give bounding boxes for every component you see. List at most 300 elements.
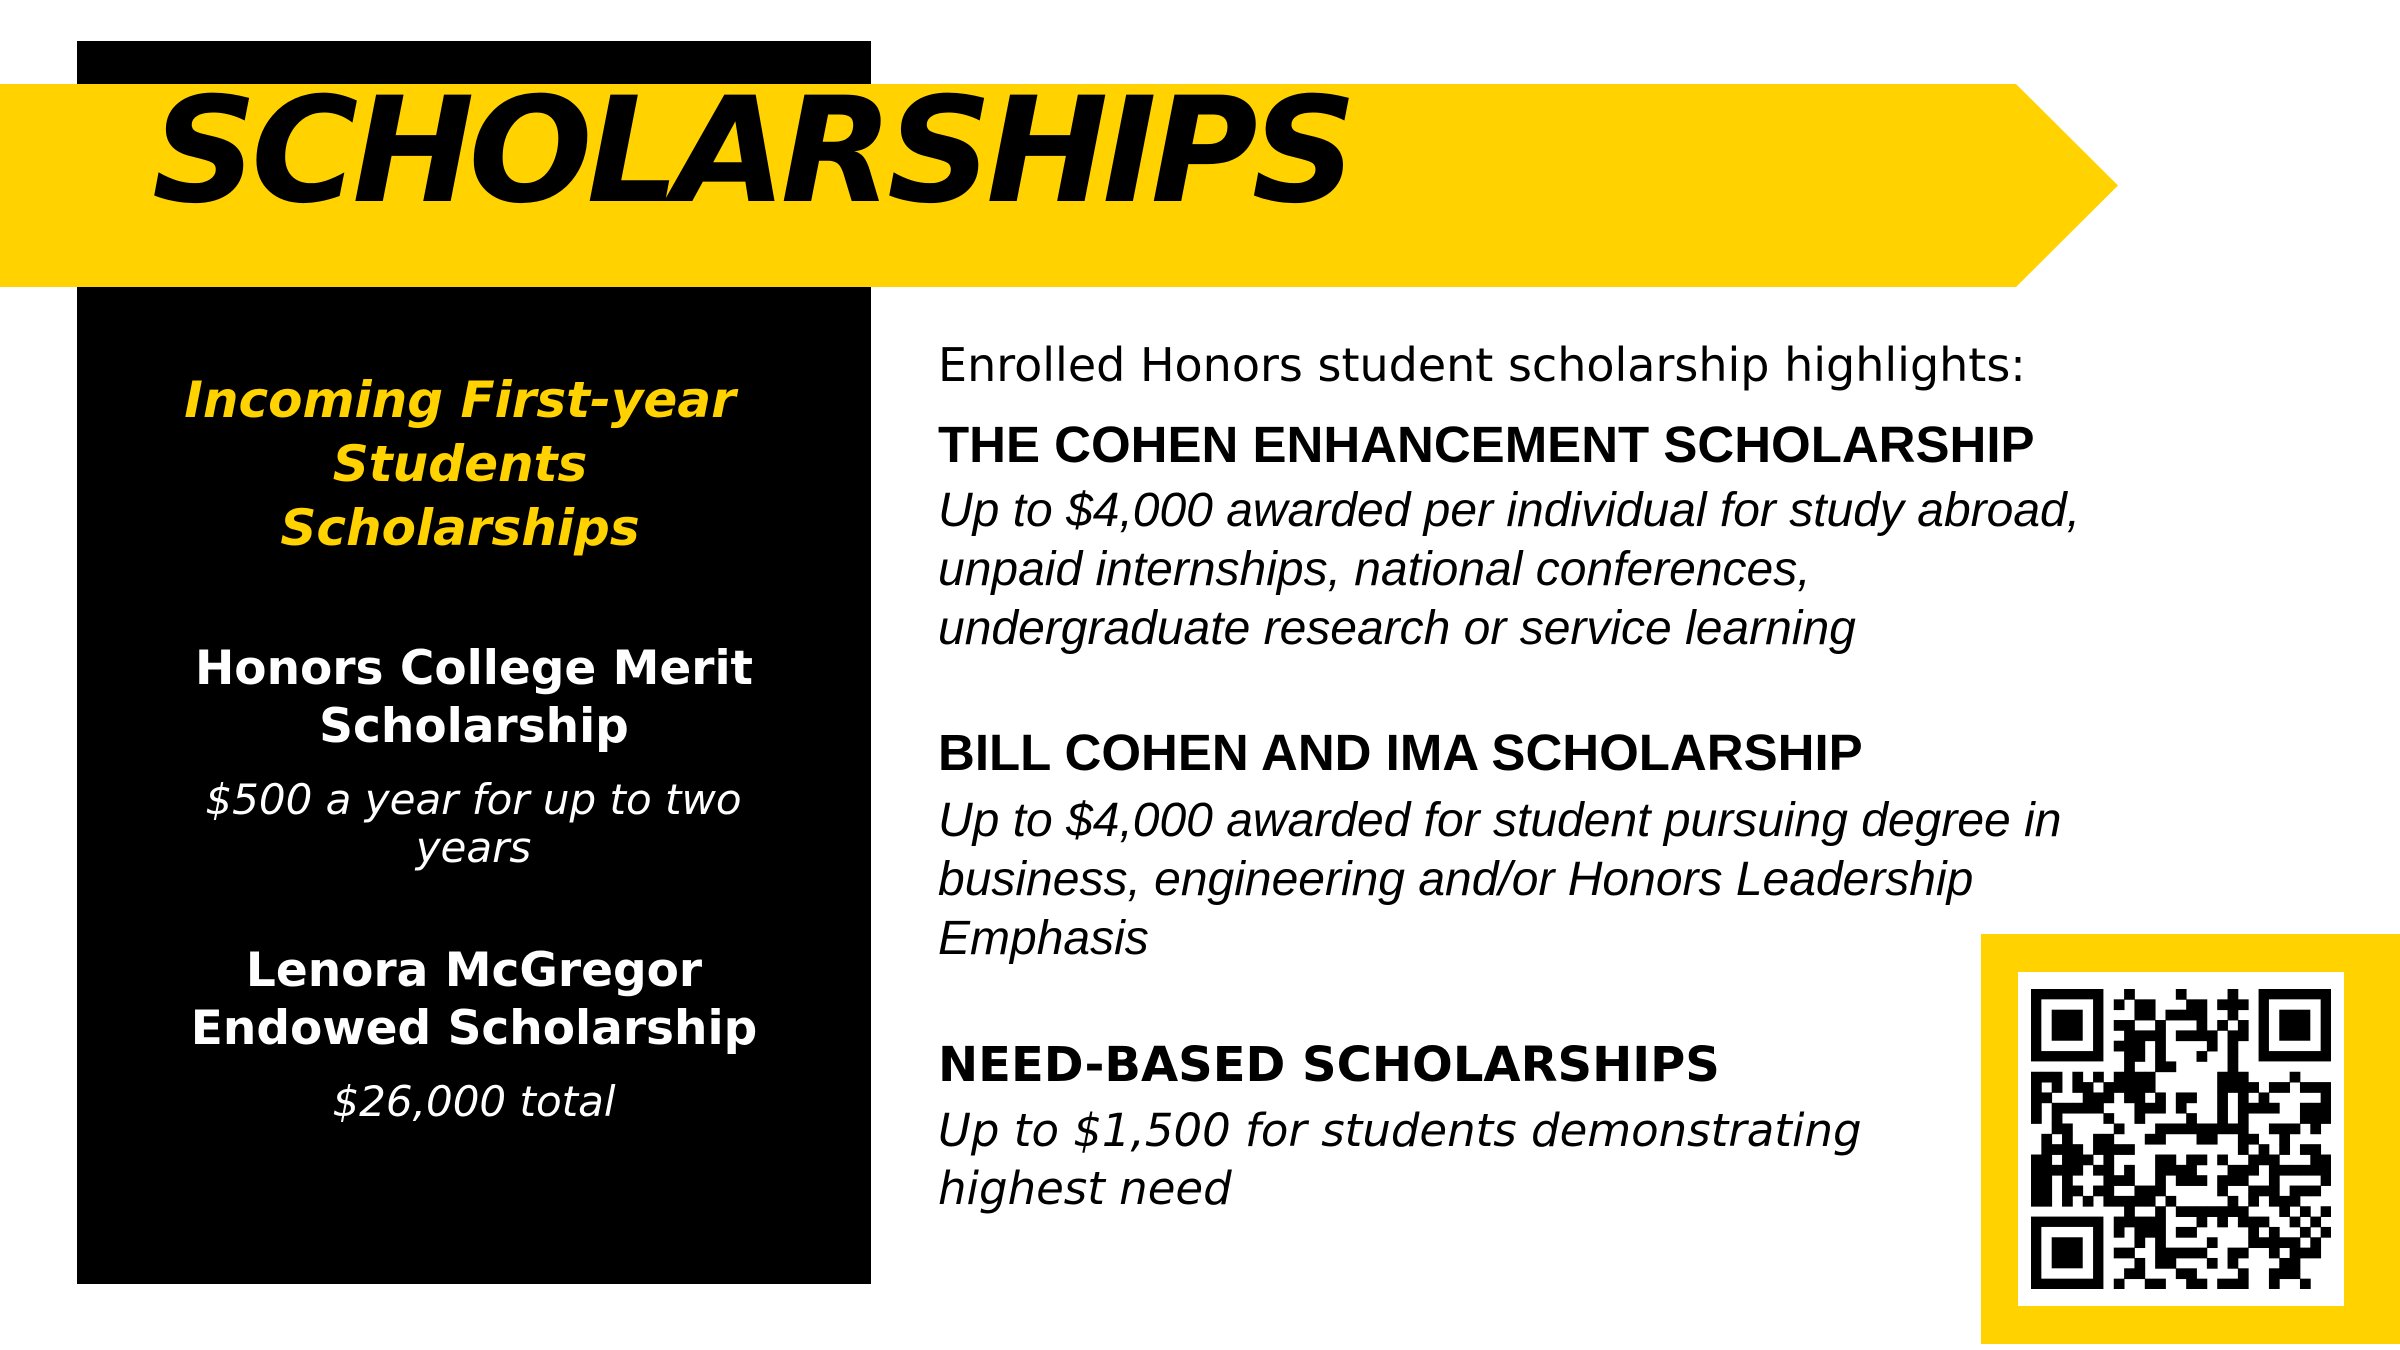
qr-module (2124, 1268, 2135, 1279)
lenora-scholarship-amount: $26,000 total (332, 1077, 616, 1126)
qr-module (2031, 1113, 2042, 1124)
qr-module (2321, 1175, 2331, 1186)
qr-finder-center (2052, 1010, 2083, 1041)
qr-module (2217, 1092, 2228, 1103)
qr-module (2290, 1165, 2301, 1176)
qr-module (2269, 1175, 2280, 1186)
qr-module (2103, 1134, 2114, 1145)
qr-module (2031, 1155, 2042, 1166)
qr-module (2052, 1113, 2063, 1124)
qr-module (2134, 1258, 2145, 1269)
qr-module (2310, 1082, 2321, 1093)
merit-scholarship-title (77, 640, 871, 756)
qr-module (2290, 1268, 2301, 1279)
qr-module (2145, 999, 2156, 1010)
qr-module (2155, 1134, 2166, 1145)
qr-module (2217, 1123, 2228, 1134)
merit-scholarship-amount (160, 776, 787, 872)
qr-module (2197, 1175, 2208, 1186)
qr-module (2165, 1196, 2176, 1207)
qr-module (2165, 1010, 2176, 1021)
qr-module (2238, 1206, 2249, 1217)
qr-module (2031, 1196, 2042, 1207)
qr-module (2238, 999, 2249, 1010)
qr-module (2052, 1144, 2063, 1155)
qr-module (2031, 1186, 2042, 1197)
qr-module (2155, 1206, 2166, 1217)
qr-module (2124, 1217, 2135, 1228)
qr-module (2310, 1155, 2321, 1166)
qr-module (2145, 1072, 2156, 1083)
qr-module (2269, 1237, 2280, 1248)
qr-module (2186, 1123, 2197, 1134)
qr-module (2310, 1123, 2321, 1134)
qr-module (2041, 1092, 2052, 1103)
qr-module (2145, 1030, 2156, 1041)
qr-module (2062, 1196, 2073, 1207)
qr-module (2217, 1020, 2228, 1031)
qr-module (2290, 1196, 2301, 1207)
qr-module (2103, 1196, 2114, 1207)
qr-module (2072, 1186, 2083, 1197)
qr-module (2300, 1248, 2311, 1259)
qr-module (2052, 1072, 2063, 1083)
qr-module (2165, 1165, 2176, 1176)
qr-module (2228, 1175, 2239, 1186)
qr-module (2114, 999, 2125, 1010)
qr-module (2321, 1092, 2331, 1103)
qr-module (2279, 1165, 2290, 1176)
need-based-description (938, 1102, 1862, 1218)
qr-module (2176, 1248, 2187, 1259)
qr-module (2269, 1186, 2280, 1197)
qr-module (2134, 1237, 2145, 1248)
qr-module (2103, 1175, 2114, 1186)
qr-module (2165, 1155, 2176, 1166)
qr-module (2155, 1175, 2166, 1186)
qr-module (2186, 1165, 2197, 1176)
qr-module (2145, 1227, 2156, 1238)
qr-module (2248, 1082, 2259, 1093)
qr-module (2072, 1165, 2083, 1176)
cohen-enhancement-title: THE COHEN ENHANCEMENT SCHOLARSHIP (938, 416, 2035, 473)
qr-module (2041, 1165, 2052, 1176)
lenora-scholarship-title (77, 942, 871, 1058)
qr-module (2155, 1155, 2166, 1166)
qr-module (2093, 1103, 2104, 1114)
bill-cohen-ima-description (938, 791, 2061, 968)
qr-module (2238, 1175, 2249, 1186)
qr-module (2124, 989, 2135, 1000)
qr-module (2228, 1061, 2239, 1072)
qr-module (2186, 1268, 2197, 1279)
qr-module (2279, 1196, 2290, 1207)
qr-module (2186, 1227, 2197, 1238)
qr-module (2217, 1103, 2228, 1114)
qr-code-frame (1981, 934, 2400, 1344)
qr-module (2062, 1123, 2073, 1134)
need-based-title: NEED-BASED SCHOLARSHIPS (938, 1037, 1720, 1093)
description-line: undergraduate research or service learning (938, 602, 1856, 655)
qr-module (2321, 1155, 2331, 1166)
qr-module (2269, 1155, 2280, 1166)
qr-module (2279, 1134, 2290, 1145)
qr-module (2052, 1103, 2063, 1114)
qr-module (2083, 1196, 2094, 1207)
qr-module (2310, 1144, 2321, 1155)
qr-module (2300, 1113, 2311, 1124)
qr-module (2279, 1258, 2290, 1269)
qr-module (2238, 1092, 2249, 1103)
qr-module (2238, 1248, 2249, 1259)
qr-module (2238, 1103, 2249, 1114)
qr-module (2228, 1072, 2239, 1083)
qr-module (2248, 1155, 2259, 1166)
qr-module (2248, 1103, 2259, 1114)
qr-module (2207, 1134, 2218, 1145)
qr-module (2134, 1186, 2145, 1197)
qr-module (2217, 1279, 2228, 1289)
qr-module (2155, 1227, 2166, 1238)
qr-module (2155, 1103, 2166, 1114)
qr-module (2155, 1279, 2166, 1289)
qr-finder-center (2052, 1237, 2083, 1268)
qr-module (2310, 1217, 2321, 1228)
qr-module (2197, 1206, 2208, 1217)
qr-module (2269, 1227, 2280, 1238)
qr-module (2207, 1258, 2218, 1269)
qr-module (2228, 1206, 2239, 1217)
qr-module (2279, 1082, 2290, 1093)
qr-module (2238, 1134, 2249, 1145)
qr-module (2300, 1103, 2311, 1114)
qr-module (2207, 1206, 2218, 1217)
qr-module (2052, 1123, 2063, 1134)
qr-module (2145, 1134, 2156, 1145)
qr-module (2041, 1144, 2052, 1155)
qr-module (2269, 1248, 2280, 1259)
qr-module (2186, 999, 2197, 1010)
qr-module (2217, 1113, 2228, 1124)
qr-module (2134, 1268, 2145, 1279)
qr-module (2300, 1186, 2311, 1197)
qr-module (2176, 1123, 2187, 1134)
qr-module (2031, 1175, 2042, 1186)
qr-module (2217, 1072, 2228, 1083)
qr-module (2248, 1227, 2259, 1238)
qr-module (2197, 1123, 2208, 1134)
qr-module (2290, 1186, 2301, 1197)
qr-module (2248, 1237, 2259, 1248)
qr-module (2228, 1082, 2239, 1093)
qr-module (2134, 1051, 2145, 1062)
qr-module (2269, 1123, 2280, 1134)
qr-module (2176, 1206, 2187, 1217)
qr-module (2186, 1279, 2197, 1289)
bill-cohen-ima-title: BILL COHEN AND IMA SCHOLARSHIP (938, 724, 1863, 781)
intro-text: Enrolled Honors student scholarship highlights: (938, 338, 2026, 392)
qr-module (2300, 1165, 2311, 1176)
cohen-enhancement-description (938, 481, 2080, 658)
qr-module (2228, 1041, 2239, 1052)
qr-module (2300, 1279, 2311, 1289)
qr-module (2155, 1123, 2166, 1134)
qr-module (2197, 1030, 2208, 1041)
qr-module (2238, 1268, 2249, 1279)
qr-module (2103, 1144, 2114, 1155)
qr-module (2197, 1155, 2208, 1166)
qr-module (2238, 1217, 2249, 1228)
qr-module (2134, 1113, 2145, 1124)
qr-module (2041, 1175, 2052, 1186)
qr-module (2145, 1279, 2156, 1289)
qr-module (2124, 1196, 2135, 1207)
qr-module (2279, 1237, 2290, 1248)
merit-amount-line: years (415, 823, 532, 872)
qr-module (2062, 1134, 2073, 1145)
qr-module (2134, 1041, 2145, 1052)
qr-module (2134, 1196, 2145, 1207)
qr-module (2134, 1072, 2145, 1083)
qr-module (2165, 1248, 2176, 1259)
qr-module (2083, 1103, 2094, 1114)
qr-module (2290, 1123, 2301, 1134)
qr-module (2114, 1248, 2125, 1259)
qr-module (2269, 1196, 2280, 1207)
qr-module (2103, 1165, 2114, 1176)
qr-module (2197, 1217, 2208, 1228)
qr-module (2279, 1206, 2290, 1217)
qr-module (2103, 1113, 2114, 1124)
qr-module (2103, 1186, 2114, 1197)
qr-module (2259, 1144, 2270, 1155)
qr-module (2134, 1082, 2145, 1093)
qr-module (2321, 1103, 2331, 1114)
qr-module (2290, 1258, 2301, 1269)
qr-module (2083, 1092, 2094, 1103)
qr-module (2155, 1237, 2166, 1248)
lenora-title-line: Lenora McGregor (245, 943, 703, 998)
qr-module (2228, 999, 2239, 1010)
qr-module (2310, 1113, 2321, 1124)
description-line: Up to $4,000 awarded per individual for study abroad, (938, 484, 2081, 537)
qr-module (2217, 1186, 2228, 1197)
qr-module (2197, 1051, 2208, 1062)
qr-module (2124, 1030, 2135, 1041)
qr-code-icon[interactable] (2031, 989, 2331, 1289)
qr-module (2248, 1165, 2259, 1176)
qr-module (2310, 1248, 2321, 1259)
description-line: business, engineering and/or Honors Leadership (938, 853, 1974, 906)
qr-module (2062, 1144, 2073, 1155)
qr-module (2300, 1082, 2311, 1093)
qr-module (2217, 1206, 2228, 1217)
qr-module (2310, 1237, 2321, 1248)
qr-finder-center (2279, 1010, 2310, 1041)
qr-module (2207, 1041, 2218, 1052)
qr-module (2114, 1196, 2125, 1207)
qr-module (2145, 1186, 2156, 1197)
qr-module (2238, 1113, 2249, 1124)
qr-module (2103, 1155, 2114, 1166)
qr-module (2321, 1165, 2331, 1176)
qr-module (2300, 1227, 2311, 1238)
qr-module (2031, 1165, 2042, 1176)
qr-module (2145, 1217, 2156, 1228)
qr-module (2155, 1186, 2166, 1197)
qr-module (2052, 1165, 2063, 1176)
qr-module (2186, 1175, 2197, 1186)
qr-module (2176, 1165, 2187, 1176)
qr-module (2062, 1165, 2073, 1176)
qr-module (2217, 999, 2228, 1010)
merit-title-line: Honors College Merit (194, 641, 754, 696)
qr-module (2062, 1155, 2073, 1166)
qr-module (2310, 1186, 2321, 1197)
qr-module (2114, 1082, 2125, 1093)
qr-module (2228, 989, 2239, 1000)
qr-module (2269, 1082, 2280, 1093)
qr-module (2238, 1279, 2249, 1289)
qr-module (2072, 1072, 2083, 1083)
qr-module (2259, 1092, 2270, 1103)
qr-module (2238, 1020, 2249, 1031)
qr-module (2072, 1082, 2083, 1093)
qr-module (2031, 1082, 2042, 1093)
qr-module (2238, 1144, 2249, 1155)
qr-module (2186, 1092, 2197, 1103)
qr-module (2197, 1279, 2208, 1289)
description-line: Up to $1,500 for students demonstrating (938, 1104, 1862, 1157)
qr-module (2134, 999, 2145, 1010)
qr-module (2114, 1175, 2125, 1186)
qr-code-background (2018, 972, 2344, 1306)
qr-module (2124, 1175, 2135, 1186)
qr-module (2228, 1051, 2239, 1062)
qr-module (2217, 1082, 2228, 1093)
description-line: Up to $4,000 awarded for student pursuing degree in (938, 794, 2062, 847)
qr-module (2310, 1165, 2321, 1176)
qr-module (2259, 1217, 2270, 1228)
qr-module (2041, 1134, 2052, 1145)
description-line: Emphasis (938, 912, 1149, 965)
description-line: unpaid internships, national conferences, (938, 543, 1811, 596)
qr-module (2259, 1155, 2270, 1166)
qr-module (2114, 1144, 2125, 1155)
qr-module (2114, 1041, 2125, 1052)
qr-module (2321, 1206, 2331, 1217)
merit-title-line: Scholarship (319, 699, 629, 754)
qr-module (2176, 1175, 2187, 1186)
page-title: SCHOLARSHIPS (152, 66, 1351, 236)
qr-module (2041, 1072, 2052, 1083)
qr-module (2186, 1206, 2197, 1217)
qr-module (2228, 1165, 2239, 1176)
qr-module (2155, 1217, 2166, 1228)
qr-module (2124, 1082, 2135, 1093)
qr-module (2197, 999, 2208, 1010)
qr-module (2124, 1020, 2135, 1031)
qr-module (2300, 1144, 2311, 1155)
qr-module (2145, 1010, 2156, 1021)
qr-module (2186, 1248, 2197, 1259)
qr-module (2114, 1123, 2125, 1134)
qr-module (2290, 1217, 2301, 1228)
qr-module (2124, 1041, 2135, 1052)
qr-module (2269, 1103, 2280, 1114)
qr-module (2259, 1186, 2270, 1197)
qr-module (2134, 1217, 2145, 1228)
description-line: highest need (938, 1162, 1232, 1215)
qr-module (2207, 1123, 2218, 1134)
qr-module (2155, 1041, 2166, 1052)
qr-module (2134, 1103, 2145, 1114)
incoming-heading (140, 368, 780, 560)
qr-module (2093, 1144, 2104, 1155)
qr-module (2238, 1030, 2249, 1041)
qr-module (2093, 1134, 2104, 1145)
qr-module (2072, 1155, 2083, 1166)
qr-module (2134, 1010, 2145, 1021)
qr-module (2176, 1030, 2187, 1041)
qr-module (2041, 1186, 2052, 1197)
qr-module (2103, 1092, 2114, 1103)
qr-module (2165, 1258, 2176, 1269)
qr-module (2062, 1175, 2073, 1186)
qr-module (2176, 1268, 2187, 1279)
qr-module (2238, 1165, 2249, 1176)
qr-module (2238, 1123, 2249, 1134)
qr-module (2124, 1144, 2135, 1155)
qr-module (2207, 1237, 2218, 1248)
qr-module (2145, 1103, 2156, 1114)
qr-module (2217, 1175, 2228, 1186)
qr-module (2083, 1082, 2094, 1093)
qr-module (2248, 1217, 2259, 1228)
qr-module (2165, 1123, 2176, 1134)
qr-module (2114, 1227, 2125, 1238)
qr-module (2238, 1082, 2249, 1093)
qr-module (2134, 1092, 2145, 1103)
qr-module (2300, 1206, 2311, 1217)
qr-module (2083, 1155, 2094, 1166)
qr-module (2176, 989, 2187, 1000)
qr-module (2290, 1237, 2301, 1248)
qr-module (2217, 1217, 2228, 1228)
qr-module (2041, 1155, 2052, 1166)
qr-module (2290, 1248, 2301, 1259)
qr-module (2124, 1248, 2135, 1259)
qr-module (2290, 1072, 2301, 1083)
qr-module (2321, 1227, 2331, 1238)
qr-module (2248, 1186, 2259, 1197)
qr-module (2114, 1072, 2125, 1083)
qr-module (2176, 1010, 2187, 1021)
qr-module (2197, 1020, 2208, 1031)
qr-module (2134, 1227, 2145, 1238)
qr-module (2269, 1279, 2280, 1289)
qr-module (2248, 1196, 2259, 1207)
qr-module (2217, 1155, 2228, 1166)
qr-module (2279, 1268, 2290, 1279)
qr-module (2279, 1144, 2290, 1155)
qr-module (2041, 1196, 2052, 1207)
qr-module (2259, 1103, 2270, 1114)
qr-module (2114, 1020, 2125, 1031)
qr-module (2155, 1030, 2166, 1041)
qr-module (2269, 1268, 2280, 1279)
qr-module (2072, 1144, 2083, 1155)
